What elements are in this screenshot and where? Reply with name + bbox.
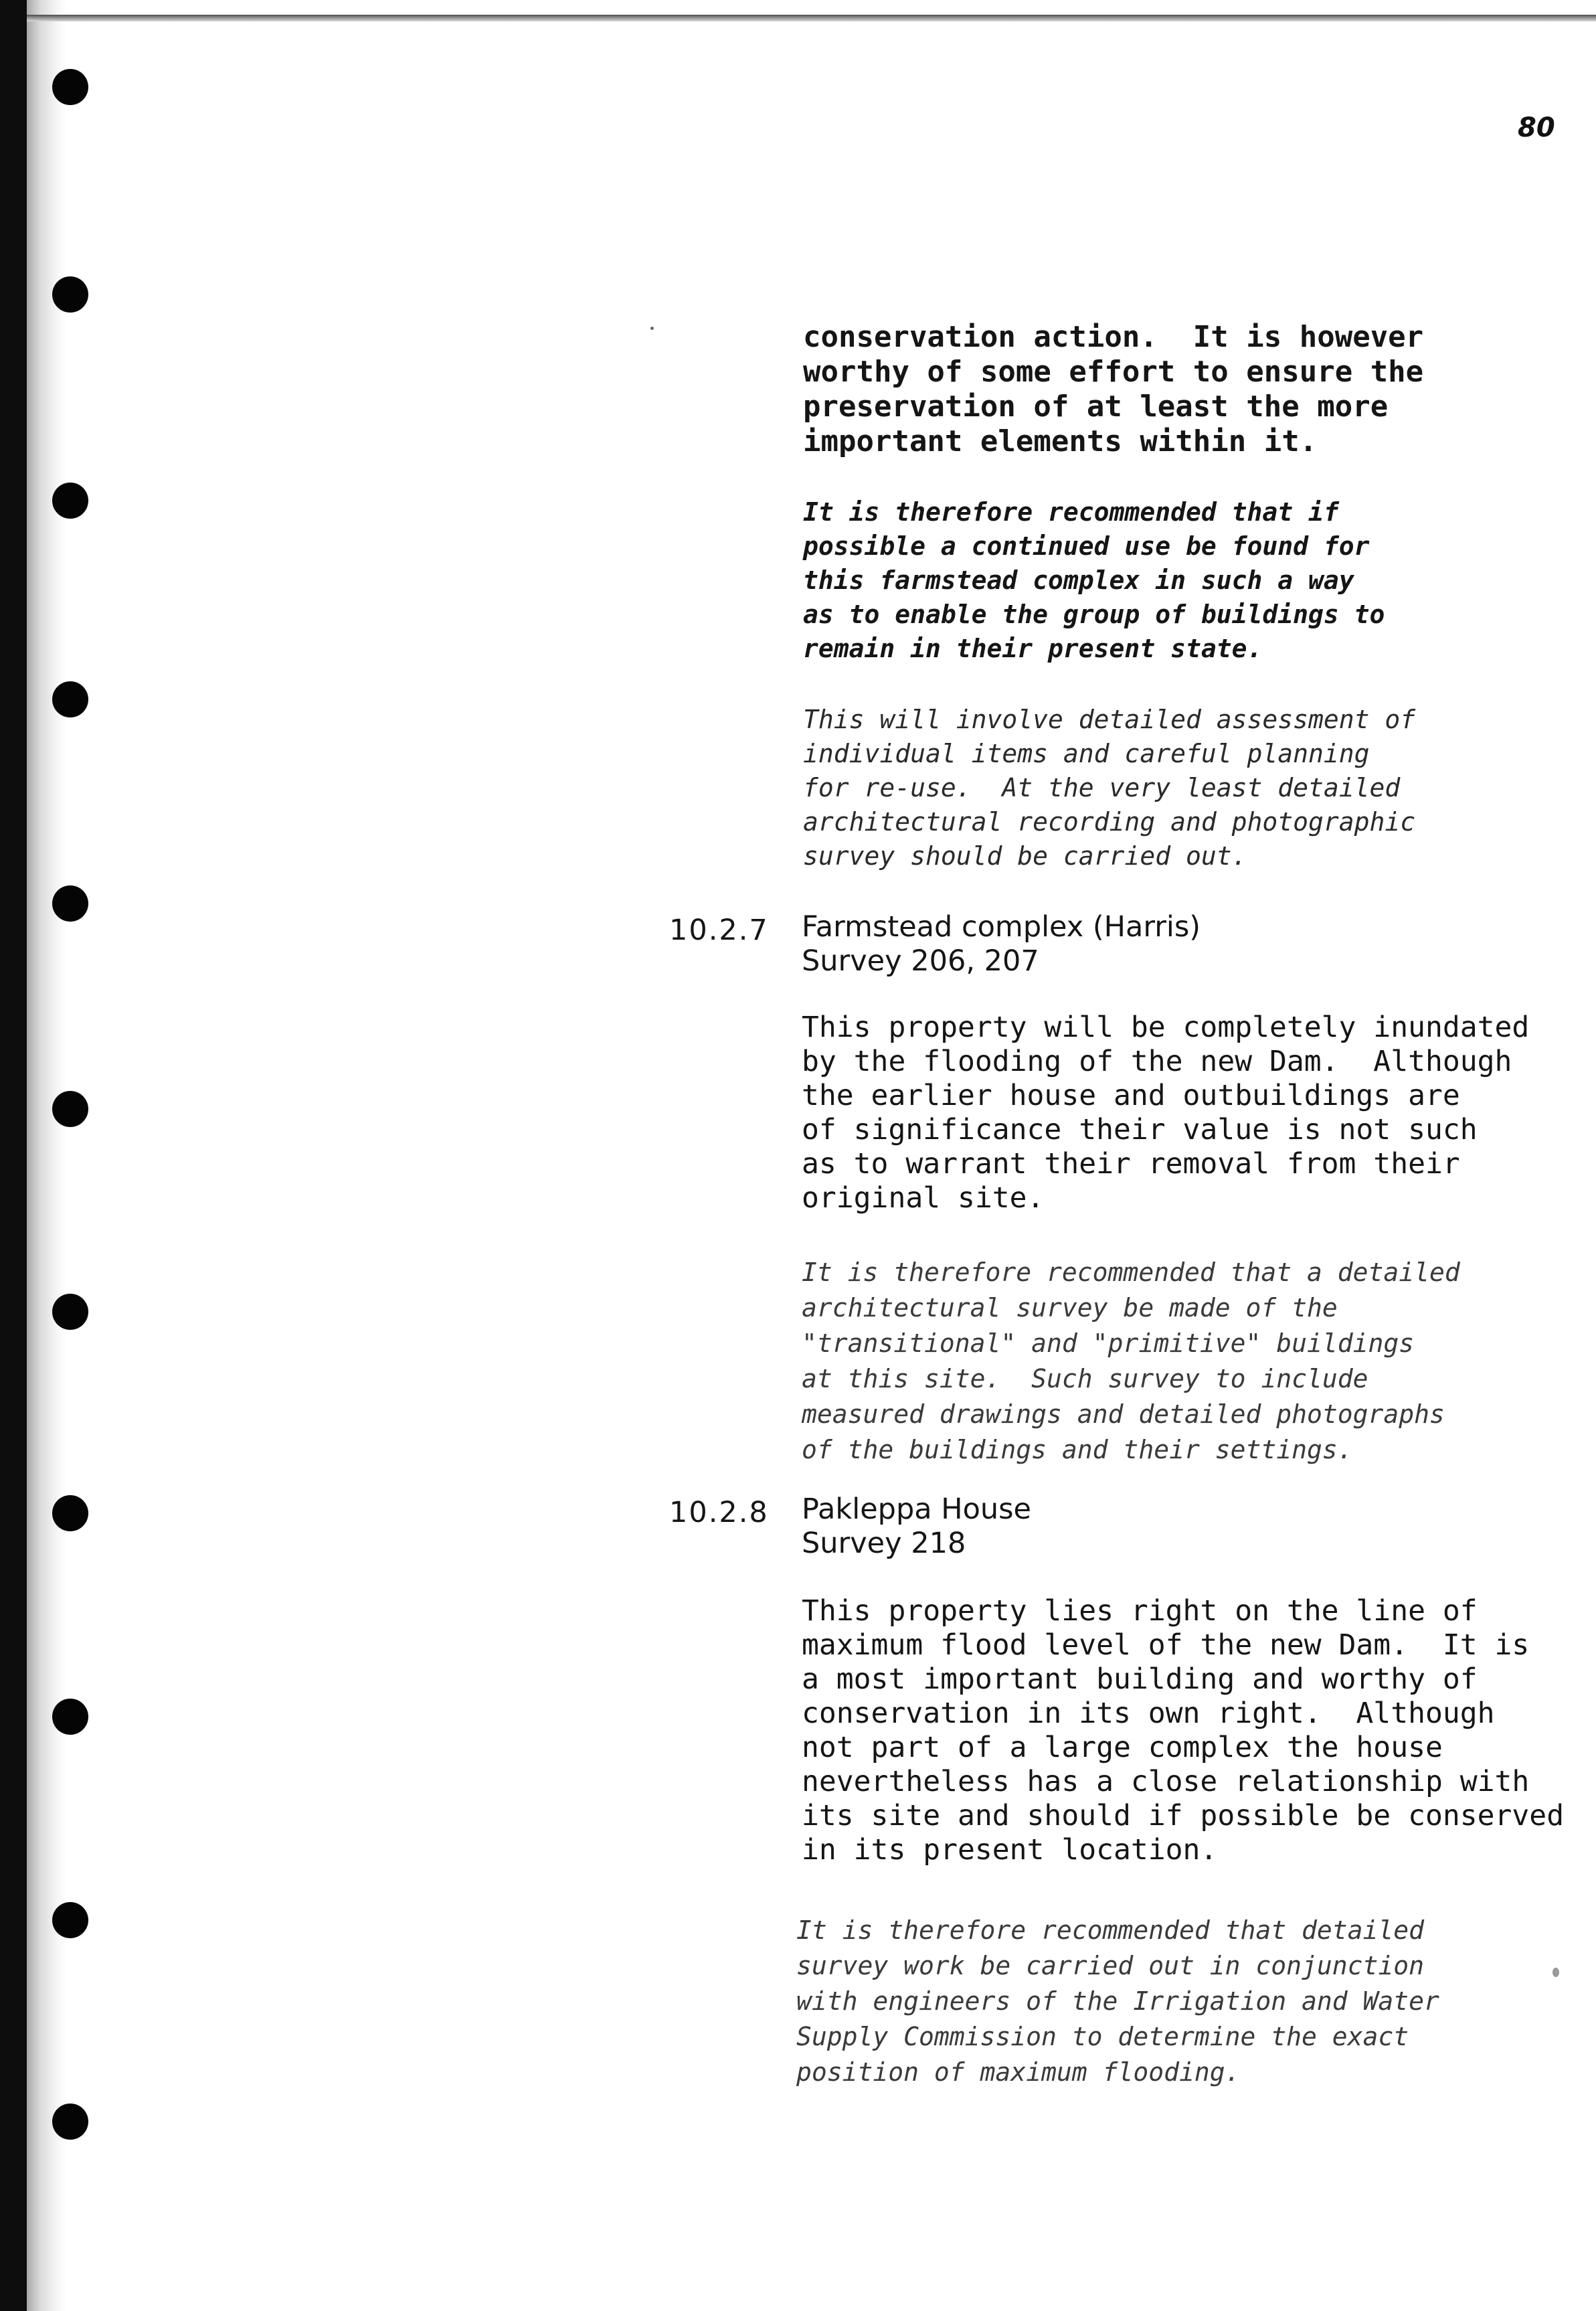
intro-paragraph: conservation action. It is however worthy of some effort to ensure the preservation of at least the more important elements within it. <box>803 320 1424 458</box>
top-edge-rule <box>27 15 1596 21</box>
section-number: 10.2.7 <box>669 914 769 947</box>
section-title: Pakleppa House <box>802 1492 1032 1526</box>
punch-hole-icon <box>52 681 88 717</box>
section-recommendation: It is therefore recommended that a detailed architectural survey be made of the "transitional" and "primitive" buildings at this site. Such survey to include measured drawings and detailed photographs of the buildings and their settings. <box>802 1258 1460 1464</box>
section-subtitle: Survey 218 <box>802 1527 966 1560</box>
binding-shadow <box>27 0 67 2311</box>
punch-hole-icon <box>52 1294 88 1330</box>
punch-hole-icon <box>52 483 88 519</box>
punch-hole-icon <box>52 1699 88 1735</box>
section-title: Farmstead complex (Harris) <box>802 910 1201 944</box>
punch-hole-icon <box>52 885 88 922</box>
punch-hole-icon <box>52 1495 88 1531</box>
section-body: This property lies right on the line of maximum flood level of the new Dam. It is a most important building and worthy of conservation in its own right. Although not part of a large complex the house nevertheless has a close relationship with its site and should if possible be conserved in its present location. <box>802 1594 1565 1867</box>
binding-edge <box>0 0 27 2311</box>
scan-speck <box>650 327 654 330</box>
section-body: This property will be completely inundated by the flooding of the new Dam. Although the earlier house and outbuildings are of significance their value is not such as to warrant their removal from their original site. <box>802 1011 1530 1215</box>
punch-hole-icon <box>52 69 88 105</box>
punch-hole-icon <box>52 1091 88 1127</box>
recommendation-paragraph: It is therefore recommended that if possible a continued use be found for this farmstead complex in such a way as to enable the group of buildings to remain in their present state. <box>803 497 1385 663</box>
punch-hole-icon <box>52 1902 88 1938</box>
section-number: 10.2.8 <box>669 1496 769 1529</box>
scan-speck <box>1553 1968 1559 1977</box>
section-heading <box>802 910 1201 978</box>
section-heading <box>802 1492 1031 1561</box>
page-number: 80 <box>1518 112 1555 143</box>
section-subtitle: Survey 206, 207 <box>802 944 1039 978</box>
assessment-paragraph: This will involve detailed assessment of individual items and careful planning for re-use. At the very least detailed architectural recording and photographic survey should be carried out. <box>803 705 1416 871</box>
punch-hole-icon <box>52 2104 88 2140</box>
punch-hole-icon <box>52 276 88 313</box>
section-recommendation: It is therefore recommended that detailed survey work be carried out in conjunction with engineers of the Irrigation and Water Supply Commission to determine the exact position of maximum flooding. <box>796 1915 1439 2087</box>
